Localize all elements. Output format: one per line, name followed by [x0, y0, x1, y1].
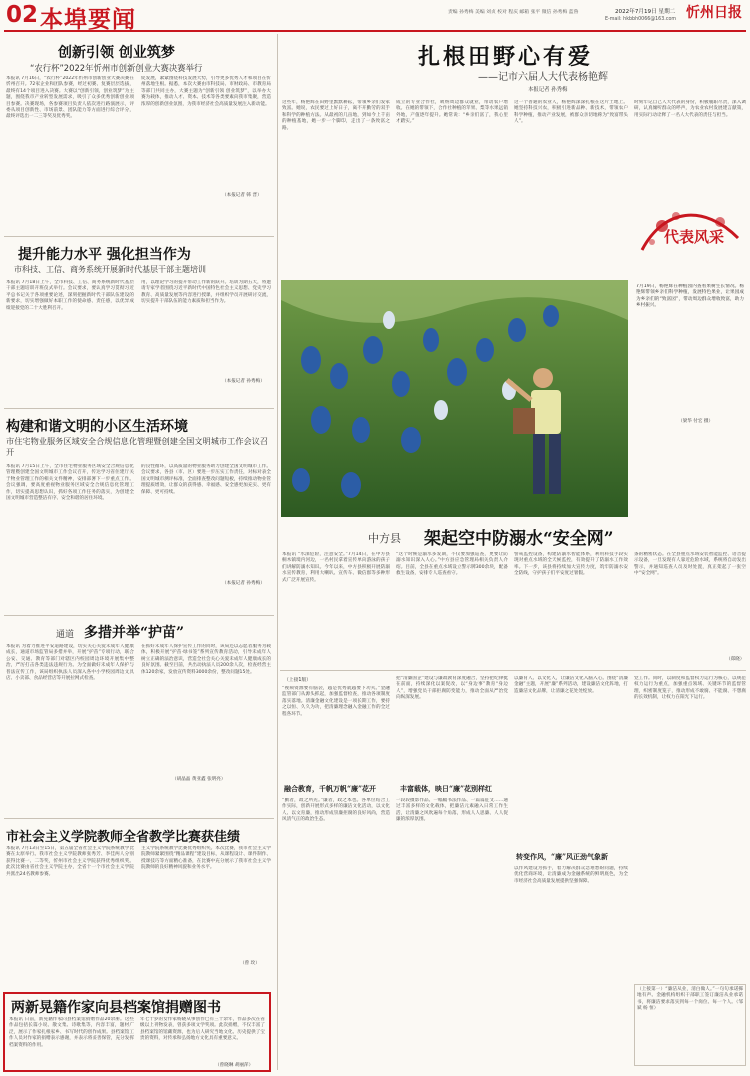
article-credit: （曾 玫） [240, 961, 260, 966]
article-body: 以作风建设为抓手，着力解决群众急难愁盼问题，持续优化营商环境，让清廉成为金融系统的鲜明底色，为全市经济社会高质量发展提供坚强保障。 [514, 866, 628, 884]
section-subhead: 转变作风，“廉”风正劲气象新 [516, 852, 609, 861]
article-subtitle: 市住宅物业服务区域安全合规信息化管理暨创建全国文明城市工作会议召开 [6, 436, 269, 457]
article-title: 架起空中防溺水“安全网” [424, 529, 614, 549]
article-body: 把“清廉国企”建设与廉政教育深度融合，坚持把纪律挺在前面，持续深化以案促改，以“身边事”教育“身边人”，增强党员干部拒腐防变能力，推动全面从严治党向纵深发展。 [396, 676, 508, 701]
article-body: 主义学院系统教学比赛优秀组织奖。本次比赛，我市社会主义学院教师紧紧围绕“精品课程”建设目标，从课程设计、课件制作、授课技巧等方面精心准备，在比赛中充分展示了我市社会主义学院教师的良好精神风貌和业务水平。 [141, 846, 271, 871]
article-body: （上接第一）“廉洁从业，清白做人。”一句句承诺掷地有声。金融机构组织干部职工签订廉洁从业承诺书，将廉洁要求落实到每一个岗位、每一个人。（邹斌 杨 恒） [634, 984, 746, 1066]
feature-badge [634, 198, 746, 266]
article-body: 促发展，紧紧围绕科技发展大势，引导更多优秀人才和项目在忻州落地生根。据悉，本次大赛由市科技局、市财政局、市教育局等部门共同主办，大赛主题为“创新引领 创业筑梦”，以举办大赛为载体，推动人才、资本、技术等各类要素向我市集聚，营造浓厚的创新创业氛围，为我市经济社会高质量发展注入新动能。 [141, 76, 271, 107]
article-subtitle: “农行杯”2022年忻州市创新创业大赛决赛举行 [30, 63, 203, 73]
article-title: 多措并举“护苗” [84, 625, 185, 641]
article-body: 本报讯 7月18日上午，全市科技、工信、商务系统新时代基层干部主题培训开班仪式举行。会议要求，要认真学习贯彻习近平总书记关于各项重要论述，深刻把握新时代干部队伍建设的新要求，切实增强做好本职工作的使命感、责任感，以优异成绩迎接党的二十大胜利召开。 [6, 280, 134, 311]
continued-tag: （上接1版） [284, 678, 312, 683]
article-credit: （胡晶晶 黄亚鑫 张明亮） [172, 777, 226, 782]
article-subtitle: 市科技、工信、商务系统开展新时代基层干部主题培训 [14, 265, 206, 274]
article-title: 市社会主义学院教师全省教学比赛获佳绩 [6, 830, 241, 845]
orchard-photo [281, 280, 628, 517]
feature-body: 这一个普通的农业人，杨艳辉深深扎根在这片土地上。她坚持科技兴农，积极引进新品种、新技术，带领农户科学种植，推动产业发展，被群众亲切地称为“致富带头人”。 [514, 100, 628, 125]
contact-email: E-mail: hkbbh0066@163.com [605, 17, 677, 22]
feature-body: 时刻牢记自己人大代表的身份，积极履职尽责，深入调研，认真倾听群众的呼声，为农业农村发展建言献策，用实际行动诠释了一名人大代表的责任与担当。 [634, 100, 746, 118]
article-body: 本报讯 为着力推进平安道路建设，切实关心关爱未成年人健康成长，通道市场监管局多措并举，开展“护苗”专项行动，联合公安、交通、教育等部门对辖区内校园周边环境开展集中整治，严厉打击各类违法违规行为。为全面做好未成年人保护与普法宣传工作，该局组织执法人员深入各中小学校园周边文具店、小卖部、食品经营店等开展拉网式检查。 [6, 644, 134, 682]
article-title: 构建和谐文明的小区生活环境 [6, 419, 188, 435]
feature-photo [281, 280, 628, 517]
article-credit: （郑晓） [726, 657, 745, 662]
issue-date: 2022年7月19日 星期二 [615, 9, 676, 15]
article-body: 本报讯 7月15日上午，全市住宅物业服务区域安全合规信息化管理暨创建全国文明城市工作会议召开，传达学习省住建厅关于物业管理工作的相关文件精神，安排部署下一步重点工作。会议强调，要高度重视物业服务区域安全合规信息化管理工作，切实提高思想认识，抓好各项工作任务的落实，为创建全国文明城市营造整洁有序、安全和谐的居住环境。 [6, 464, 134, 502]
article-body: 条的精密状态。在全县重点水域安装智能监控、语音提示设备，一旦发现有人靠近危险水域，系统将自动发出警示，并通知巡查人员及时处置，真正架起了一张空中“安全网”。 [634, 552, 746, 577]
article-body: 警戒监控设备，构建防溺水智能体系，利用科技手段实现对重点水域的全天候监控，有效提升了防溺水工作效率。下一步，该县将持续加大宣传力度，筑牢防溺水安全防线，守护孩子们平安度过暑假。 [514, 552, 628, 577]
feature-body: 成立的专业合作社，吸纳周边群众就业，带动农户增收。在她的带领下，合作社种植的苹果、梨等水果远销外地，产值逐年提升。她常说：“乡亲们富了，我心里才踏实。” [396, 100, 508, 125]
article-title: 创新引领 创业筑梦 [58, 45, 175, 61]
feature-photo-caption: 7月19日，杨艳辉在种植园内查看果树生长情况。杨艳辉带领乡亲们科学种植，发展特色果业，让果园成为乡亲们的“致富园”，带动周边群众增收致富，助力乡村振兴。 [636, 284, 744, 309]
feature-photo-credit: （梁华 付宏 摄） [678, 419, 714, 424]
article-title: 提升能力水平 强化担当作为 [18, 247, 191, 263]
section-subhead: 丰富载体，映日“廉”花别样红 [400, 784, 493, 793]
feature-badge-text: 代表风采 [664, 228, 725, 246]
feature-subtitle: ——记市六届人大代表杨艳辉 [478, 72, 608, 83]
article-body: 本报讯 日前，新晃籍作家向县档案馆捐赠作品20余册。这些作品包括长篇小说、散文集、诗歌集等，内容丰富，题材广泛，展示了作家扎根家乡、书写时代的创作成果。县档案馆工作人员对作家的捐赠表示感谢，并表示将妥善保管，充分发挥档案资料的作用。 [9, 1017, 134, 1048]
article-credit: （本报记者 孙秀梅） [222, 581, 265, 586]
article-credit: （本报记者 孙秀梅） [222, 379, 265, 384]
article-body: “视频资源要有脑袋，越是优秀就越要下功夫。”金融监管部门从源头抓起，加强监督检查，推动各项制度落实落地。清廉金融文化建设是一项长期工作，要持之以恒、久久为功，把清廉理念融入金融工作的全过程各环节。 [282, 686, 390, 717]
article-book-donation [3, 992, 271, 1072]
page-number: 02 [6, 2, 39, 28]
article-body: “勤者，政之所先。”廉者，政之本也。各单位结合工作实际，创新开展形式多样的廉洁文化活动，以文化人、以文育廉，推动形成崇廉拒腐的良好风尚，营造风清气正的政治生态。 [282, 798, 390, 823]
article-credit: （曾晓琳 胡丽萍） [215, 1063, 254, 1068]
feature-body: 这些年，杨艳辉在田野里默默耕耘，带领乡亲们发家致富。她说，农民要过上好日子，离不开勤劳的双手和科学的种植方法。从最初的几亩地，到如今上千亩的种植基地，她一步一个脚印，走出了一条致富之路。 [282, 100, 390, 131]
article-body: 以廉育人、以文化人，让廉洁文化入脑入心。围绕“清廉金融”主题，开展“廉”系列活动，建设廉洁文化阵地，打造廉洁文化品牌，让清廉之花处处绽放。 [514, 676, 628, 694]
article-body: 的良性循环，以高质量的物业服务助力创建全国文明城市工作。会议要求，各县（市、区）要进一步压实工作责任，对标对表全国文明城市测评标准，全面排查整改问题短板，持续推动物业管理提质增效，让群众的获得感、幸福感、安全感更加充实、更有保障、更可持续。 [141, 464, 271, 495]
article-body: 本报讯 7月13日至15日，第五届全省社会主义学院系统教学比赛在太原举行。我市社会主义学院教师张秀芳、李佳两人分别获得比赛一、二等奖，忻州市社会主义学院获得优秀组织奖。此次比赛由省社会主义学院主办，全省十一个市社会主义学院共派出24名教师参赛。 [6, 846, 134, 877]
masthead [0, 0, 750, 32]
article-body: 本报讯 7月16日，“农行杯”2022年忻州市创新创业大赛决赛在忻州召开。72家企业和团队参赛，经过初赛、复赛层层选拔，最终有14个项目进入决赛。大赛以“创新引领，创业筑梦”为主题，围绕我市产业转型发展需求，吸引了众多优秀创新创业项目参赛。决赛现场，各参赛项目负责人依次进行路演展示，评委从项目创新性、市场前景、团队能力等方面进行综合评分，最终评选出一二三等奖及优秀奖。 [6, 76, 134, 120]
article-body: 用，以理论学习的提升带动工作新的跃升。培训为期五天，将邀请专家学者围绕习近平新时代中国特色社会主义思想、党史学习教育、高质量发展等内容进行授课，并组织学员开展研讨交流，切实提升干部队伍的能力素质和担当作为。 [141, 280, 271, 305]
article-body: 党工作。同时，以制度和监督权力运行为核心，以规范权力运行为重点，加强重点领域、关键环节的监督管理，织密制度笼子，推动形成不敢腐、不能腐、不想腐的长效机制，让权力在阳光下运行。 [634, 676, 746, 701]
article-body: 一段段摄影作品、一幅幅书法作品、一篇篇征文……通过丰富多样的文化载体，把廉洁元素融入日常工作生活，让清廉之风吹遍每个角落，形成人人思廉、人人促廉的浓厚氛围。 [396, 798, 508, 823]
article-body: 年七十岁的女作家杨晓从事创作已有三十余年，作品多次在省级以上刊物发表，曾获多项文学奖项。此次捐赠，不仅丰富了县档案馆的馆藏资源，也为后人研究当地文化、历史提供了宝贵的资料，对传承和弘扬地方文化具有重要意义。 [140, 1017, 265, 1042]
editor-line: 责编 孙秀梅 美编 刘贞 校对 程庆 邮箱 张平 微信 孙秀梅 蓝鲁 [448, 10, 579, 15]
article-kicker: 通道 [56, 630, 75, 640]
article-credit: （本报记者 韩 晋） [222, 193, 262, 198]
article-title: 两新晃籍作家向县档案馆捐赠图书 [11, 1000, 221, 1016]
feature-byline: 本报记者 孙秀梅 [528, 87, 568, 93]
article-body: 在抓好未成年人保护宣传工作的同时，该局还以志愿者服务为载体，积极开展“护苗·绿书签”系列宣传教育活动，引导未成年人树立正确的法治意识，营造全社会关心关爱未成年人健康成长的良好氛围。截至目前，共出动执法人员200余人次，检查经营主体120余家，发放宣传资料3000余份，整改问题15处。 [141, 644, 271, 675]
paper-logo: 忻州日报 [686, 5, 742, 21]
article-body: “这个时候是溺水多发期，不仅要加强巡查，更要让防溺水知识深入人心。”中方县应急管理局相关负责人介绍。目前，全县在重点水域设立警示牌300余块，配备救生设备，安排专人巡查看守。 [396, 552, 508, 577]
article-body: 本报讯 “水深危险，注意安全。”7月14日，在中方县桐木镇境内河边，一名村民拿着宣传单向游泳的孩子们讲解防溺水知识。今年以来，中方县积极开展防溺水宣传教育，利用大喇叭、宣传车、微信群等多种形式广泛开展宣传。 [282, 552, 390, 583]
section-title: 本埠要闻 [40, 6, 136, 33]
feature-title: 扎根田野心有爱 [418, 44, 594, 70]
article-kicker: 中方县 [368, 532, 401, 545]
section-subhead: 融合教育，千帆万帆“廉”花开 [284, 784, 377, 793]
